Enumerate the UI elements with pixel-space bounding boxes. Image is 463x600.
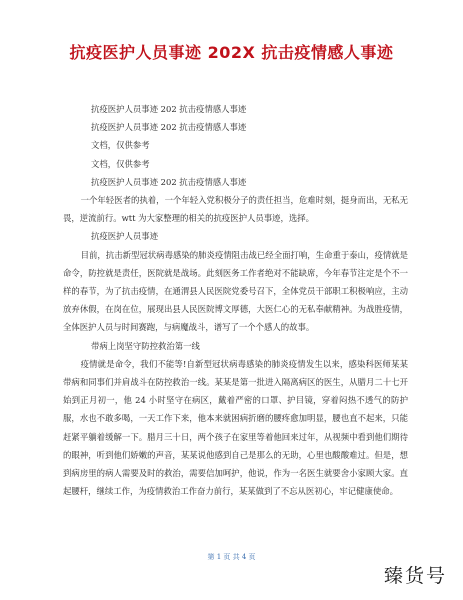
header-line: 抗疫医护人员事迹 202 抗击疫情感人事迹 xyxy=(91,104,247,114)
section-subheading: 带病上岗坚守防控救治第一线 xyxy=(91,340,200,351)
header-line: 文档，仅供参考 xyxy=(91,158,150,169)
header-line: 抗疫医护人员事迹 202 抗击疫情感人事迹 xyxy=(91,176,247,187)
intro-paragraph: 一个年轻医者的执着，一个年轻入党积极分子的责任担当，危难时刻，挺身而出，无私无畏，逆流前行。wtt 为大家整理的相关的抗疫医护人员事迹，选择。 xyxy=(63,195,408,224)
body-paragraph: 目前，抗击新型冠状病毒感染的肺炎疫情阻击战已经全面打响，生命重于泰山，疫情就是命令，防控就是责任，医院就是战场。此刻医务工作者绝对不能缺席，今年春节注定是个不一样的春节，为了抗击疫情，在通渭县人民医院党委号召下，全体党员干部职工积极响应，主动放弃休假，在岗在位，展现出县人民医院博文厚德，大医仁心的无私奉献精神。为战胜疫情，全体医护人员与时间赛跑，与病魔战斗，谱写了一个个感人的故事。 xyxy=(63,249,408,333)
section-subheading: 抗疫医护人员事迹 xyxy=(91,231,158,242)
body-paragraph: 疫情就是命令，我们不能等!自新型冠状病毒感染的肺炎疫情发生以来，感染科医师某某带病和同事们并肩战斗在防控救治一线。某某是第一批进入隔离病区的医生，从腊月二十七开始到正月初一，他 24 小时坚守在病区，戴着严密的口罩、护目镜，穿着闷热不透气的防护服，水也不敢多喝，一天工作下来，他本来就困病折磨的腰疼愈加明显，腰也直不起来，只能赶紧平躺着缓解一下。腊月三十日，两个孩子在家里等着他回来过年，从视频中看到他们期待的眼神，听到他们娇嫩的声音，某某说他感到自己是那么的无助，心里也酸酸难过。但是，想到病房里的病人需要及时的救治，需要信加呵护，他说，作为一名医生就要舍小家顾大家。直起腰杆，继续工作，为疫情救治工作奋力前行，某某做到了不忘从医初心，牢记健康使命。 xyxy=(63,358,408,497)
page-number: 第 1 页 共 4 页 xyxy=(207,553,256,561)
document-body xyxy=(63,100,408,500)
header-line: 抗疫医护人员事迹 202 抗击疫情感人事迹 xyxy=(91,122,247,133)
header-line: 文档，仅供参考 xyxy=(91,140,150,151)
watermark-logo: 臻货号 xyxy=(383,565,447,587)
document-title: 抗疫医护人员事迹 202X 抗击疫情感人事迹 xyxy=(69,43,394,62)
